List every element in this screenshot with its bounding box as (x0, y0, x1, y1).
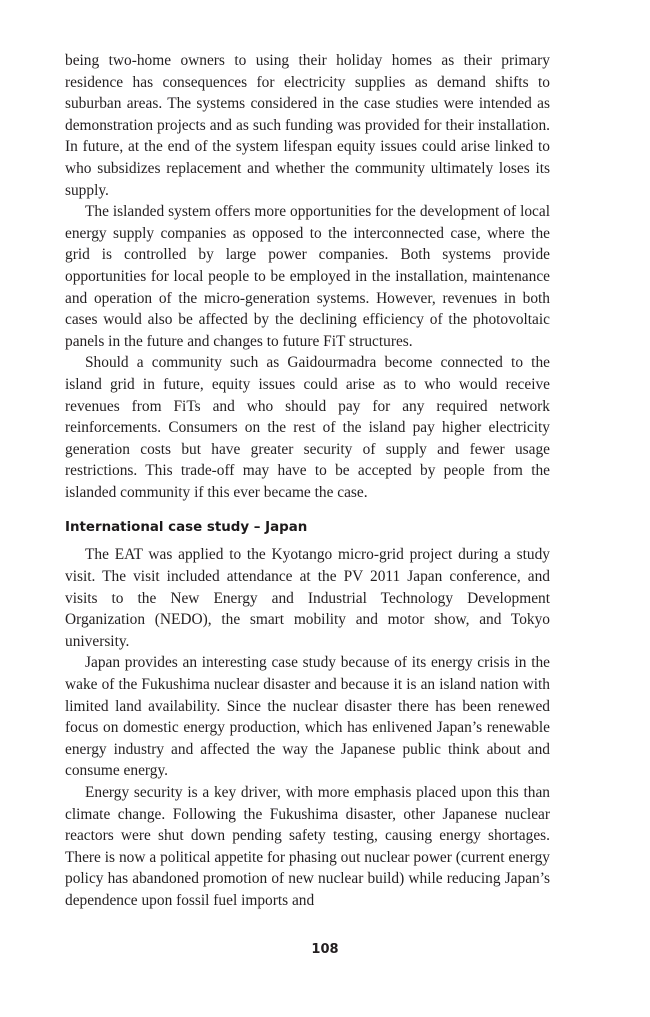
page-body (65, 50, 550, 912)
body-paragraph: The EAT was applied to the Kyotango micro-grid project during a study visit. The visit included attendance at the PV 2011 Japan conference, and visits to the New Energy and Industrial Technology Development Organization (NEDO), the smart mobility and motor show, and Tokyo university. (65, 546, 550, 650)
body-paragraph: Japan provides an interesting case study because of its energy crisis in the wake of the Fukushima nuclear disaster and because it is an island nation with limited land availability. Since the nuclear disaster there has been renewed focus on domestic energy production, which has enlivened Japan’s renewable energy industry and affected the way the Japanese public think about and consume energy. (65, 654, 550, 780)
body-paragraph: Energy security is a key driver, with more emphasis placed upon this than climate change. Following the Fukushima disaster, other Japanese nuclear reactors were shut down pending safety testing, causing energy shortages. There is now a political appetite for phasing out nuclear power (current energy policy has abandoned promotion of new nuclear build) while reducing Japan’s dependence upon fossil fuel imports and (65, 784, 550, 909)
body-paragraph: being two-home owners to using their holiday homes as their primary residence has consequences for electricity supplies as demand shifts to suburban areas. The systems considered in the case studies were intended as demonstration projects and as such funding was provided for their installation. In future, at the end of the system lifespan equity issues could arise linked to who subsidizes replacement and whether the community ultimately loses its supply. (65, 52, 550, 199)
body-paragraph: The islanded system offers more opportunities for the development of local energy supply companies as opposed to the interconnected case, where the grid is controlled by large power companies. Both systems provide opportunities for local people to be employed in the installation, maintenance and operation of the micro-generation systems. However, revenues in both cases would also be affected by the declining efficiency of the photovoltaic panels in the future and changes to future FiT structures. (65, 203, 550, 350)
section-heading: International case study – Japan (65, 520, 308, 536)
page-number: 108 (311, 942, 339, 957)
body-paragraph: Should a community such as Gaidourmadra become connected to the island grid in future, equity issues could arise as to who would receive revenues from FiTs and who should pay for any required network reinforcements. Consumers on the rest of the island pay higher electricity generation costs but have greater security of supply and fewer usage restrictions. This trade-off may have to be accepted by people from the islanded community if this ever became the case. (65, 354, 550, 501)
